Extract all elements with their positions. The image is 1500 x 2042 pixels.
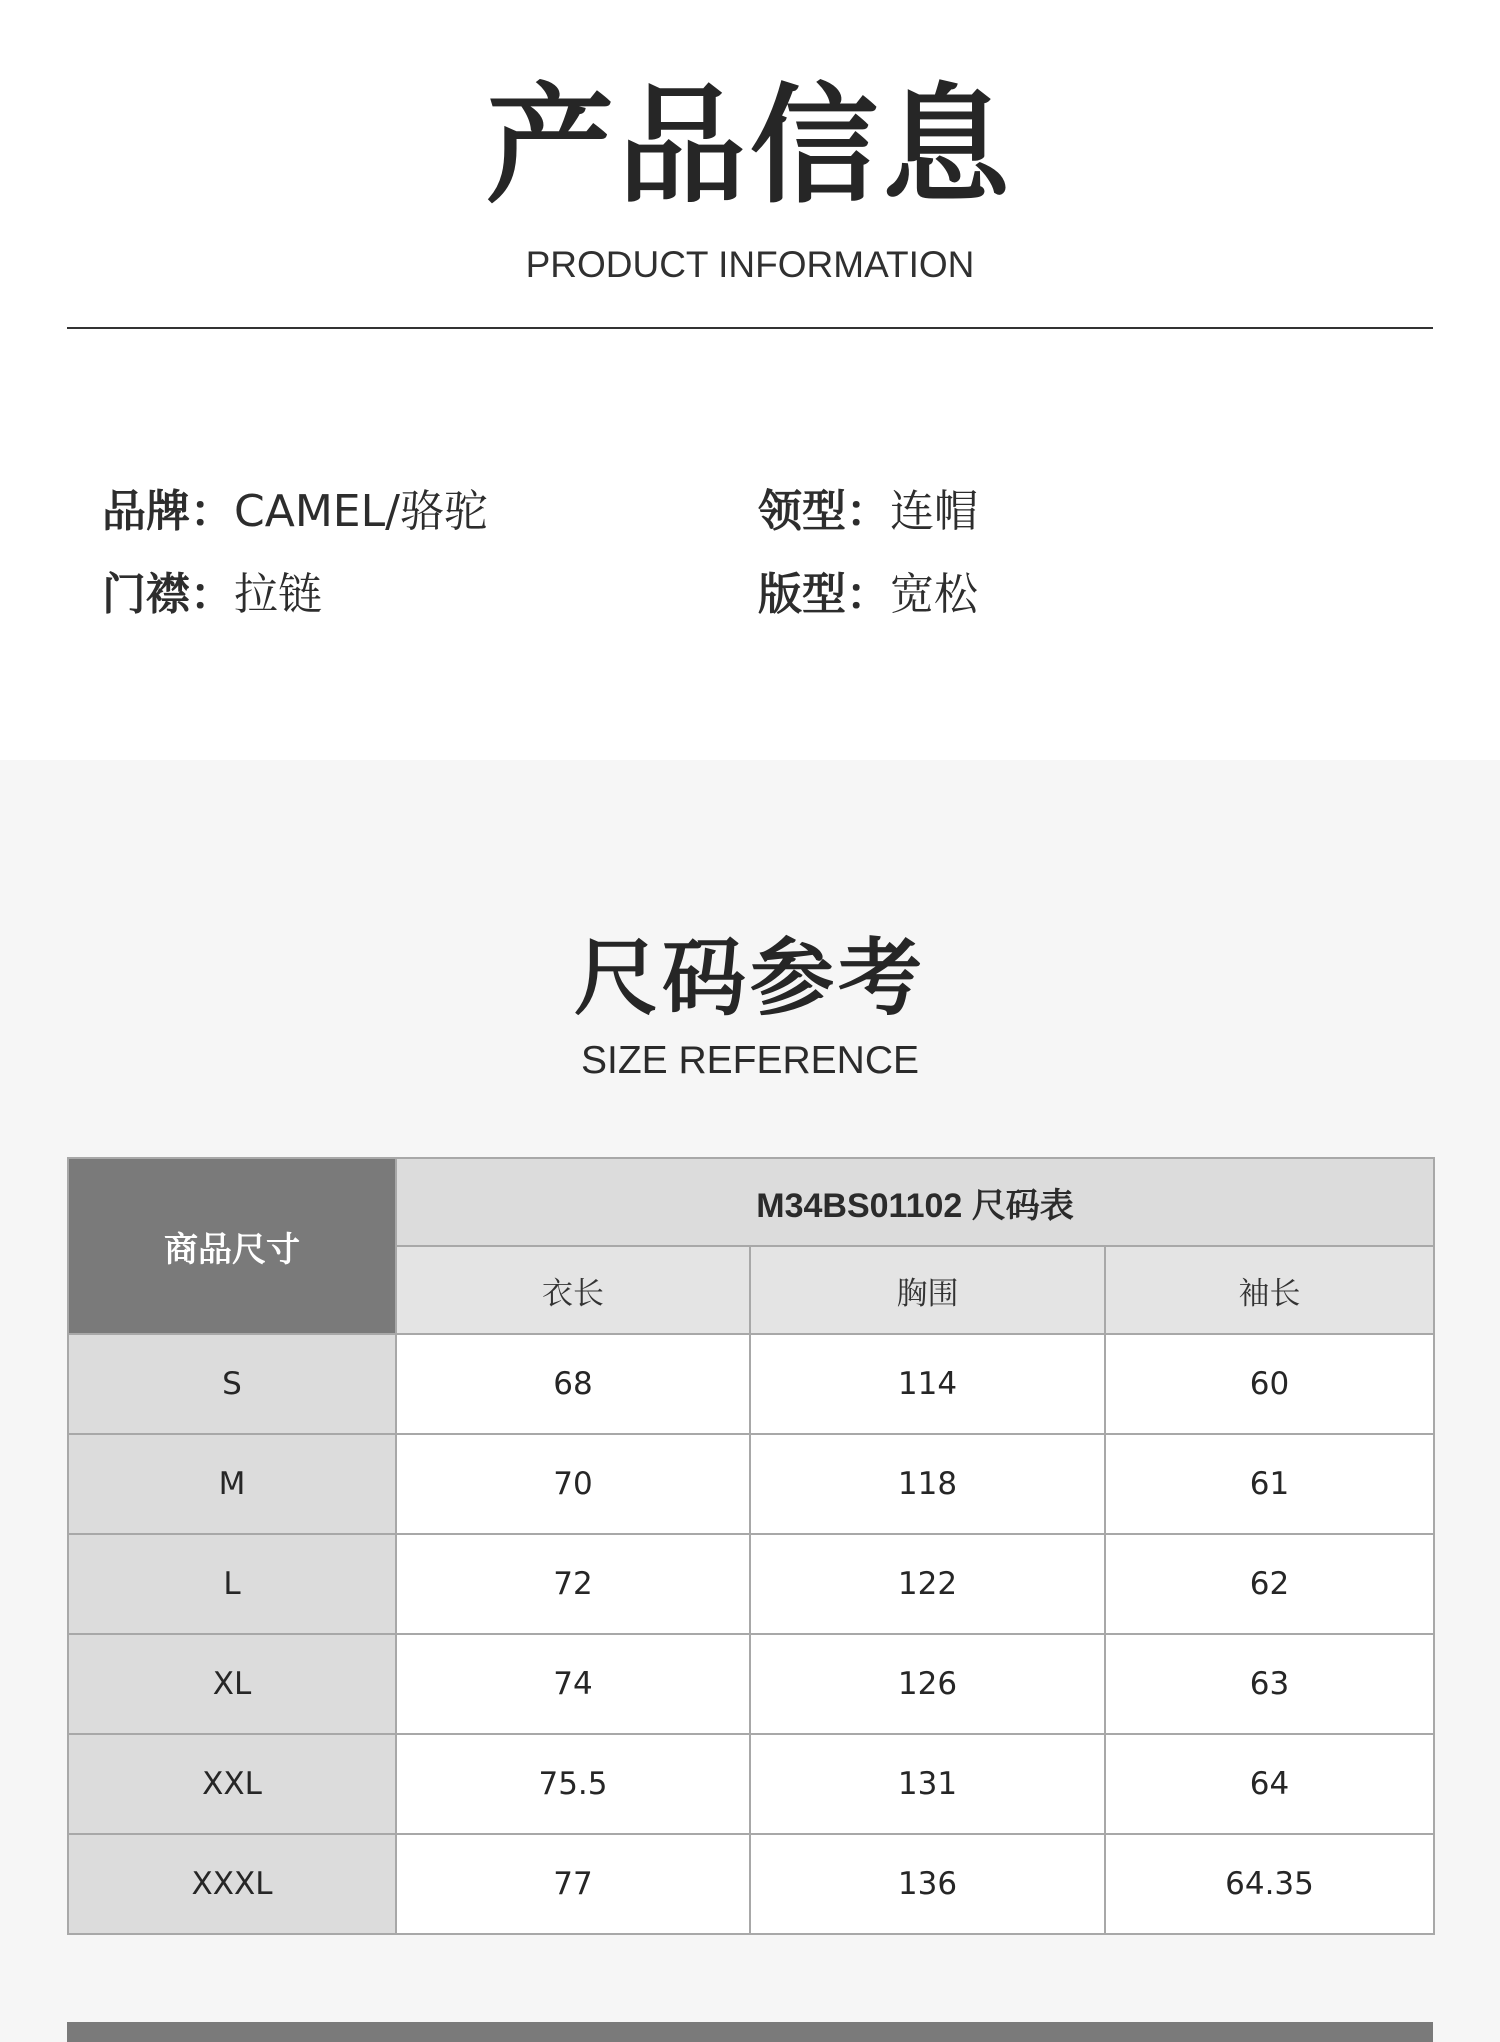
chest-cell: 126 [750, 1634, 1105, 1734]
size-chart-table [67, 1157, 1435, 1935]
attribute-label: 版型： [758, 569, 890, 620]
sleeve-cell: 64.35 [1105, 1834, 1434, 1934]
sleeve-cell: 64 [1105, 1734, 1434, 1834]
length-cell: 74 [396, 1634, 750, 1734]
length-cell: 77 [396, 1834, 750, 1934]
section-divider [67, 327, 1433, 329]
table-row [68, 1434, 1434, 1534]
product-info-section [0, 0, 1500, 760]
size-cell: L [68, 1534, 396, 1634]
size-cell: S [68, 1334, 396, 1434]
size-reference-title: 尺码参考 [573, 929, 926, 1027]
attribute-value: 宽松 [890, 569, 978, 620]
column-header-chest: 胸围 [750, 1246, 1105, 1334]
attribute-value: 连帽 [890, 486, 978, 537]
attribute-label: 品牌： [102, 486, 234, 537]
chest-cell: 136 [750, 1834, 1105, 1934]
size-cell: M [68, 1434, 396, 1534]
size-reference-subtitle: SIZE REFERENCE [580, 1039, 920, 1082]
size-cell: XL [68, 1634, 396, 1734]
size-chart-title: M34BS01102 尺码表 [396, 1158, 1434, 1246]
sleeve-cell: 63 [1105, 1634, 1434, 1734]
size-column-header: 商品尺寸 [68, 1158, 396, 1334]
length-cell: 68 [396, 1334, 750, 1434]
size-cell: XXL [68, 1734, 396, 1834]
attribute-label: 领型： [758, 486, 890, 537]
length-cell: 72 [396, 1534, 750, 1634]
attribute-collar [758, 482, 978, 542]
column-header-sleeve: 袖长 [1105, 1246, 1434, 1334]
chest-cell: 131 [750, 1734, 1105, 1834]
attribute-label: 门襟： [102, 569, 234, 620]
table-row [68, 1834, 1434, 1934]
table-row [68, 1634, 1434, 1734]
attribute-brand [102, 482, 488, 542]
length-cell: 75.5 [396, 1734, 750, 1834]
chest-cell: 114 [750, 1334, 1105, 1434]
length-cell: 70 [396, 1434, 750, 1534]
bottom-bar [67, 2022, 1433, 2042]
size-cell: XXXL [68, 1834, 396, 1934]
chest-cell: 118 [750, 1434, 1105, 1534]
product-info-title: 产品信息 [485, 72, 1014, 221]
product-info-subtitle: PRODUCT INFORMATION [525, 244, 975, 285]
attribute-placket [102, 565, 322, 625]
sleeve-cell: 62 [1105, 1534, 1434, 1634]
chest-cell: 122 [750, 1534, 1105, 1634]
sleeve-cell: 61 [1105, 1434, 1434, 1534]
column-header-length: 衣长 [396, 1246, 750, 1334]
table-row [68, 1534, 1434, 1634]
sleeve-cell: 60 [1105, 1334, 1434, 1434]
attribute-value: 拉链 [234, 569, 322, 620]
table-row [68, 1334, 1434, 1434]
table-row [68, 1734, 1434, 1834]
attribute-value: CAMEL/骆驼 [234, 486, 488, 537]
attribute-fit [758, 565, 978, 625]
